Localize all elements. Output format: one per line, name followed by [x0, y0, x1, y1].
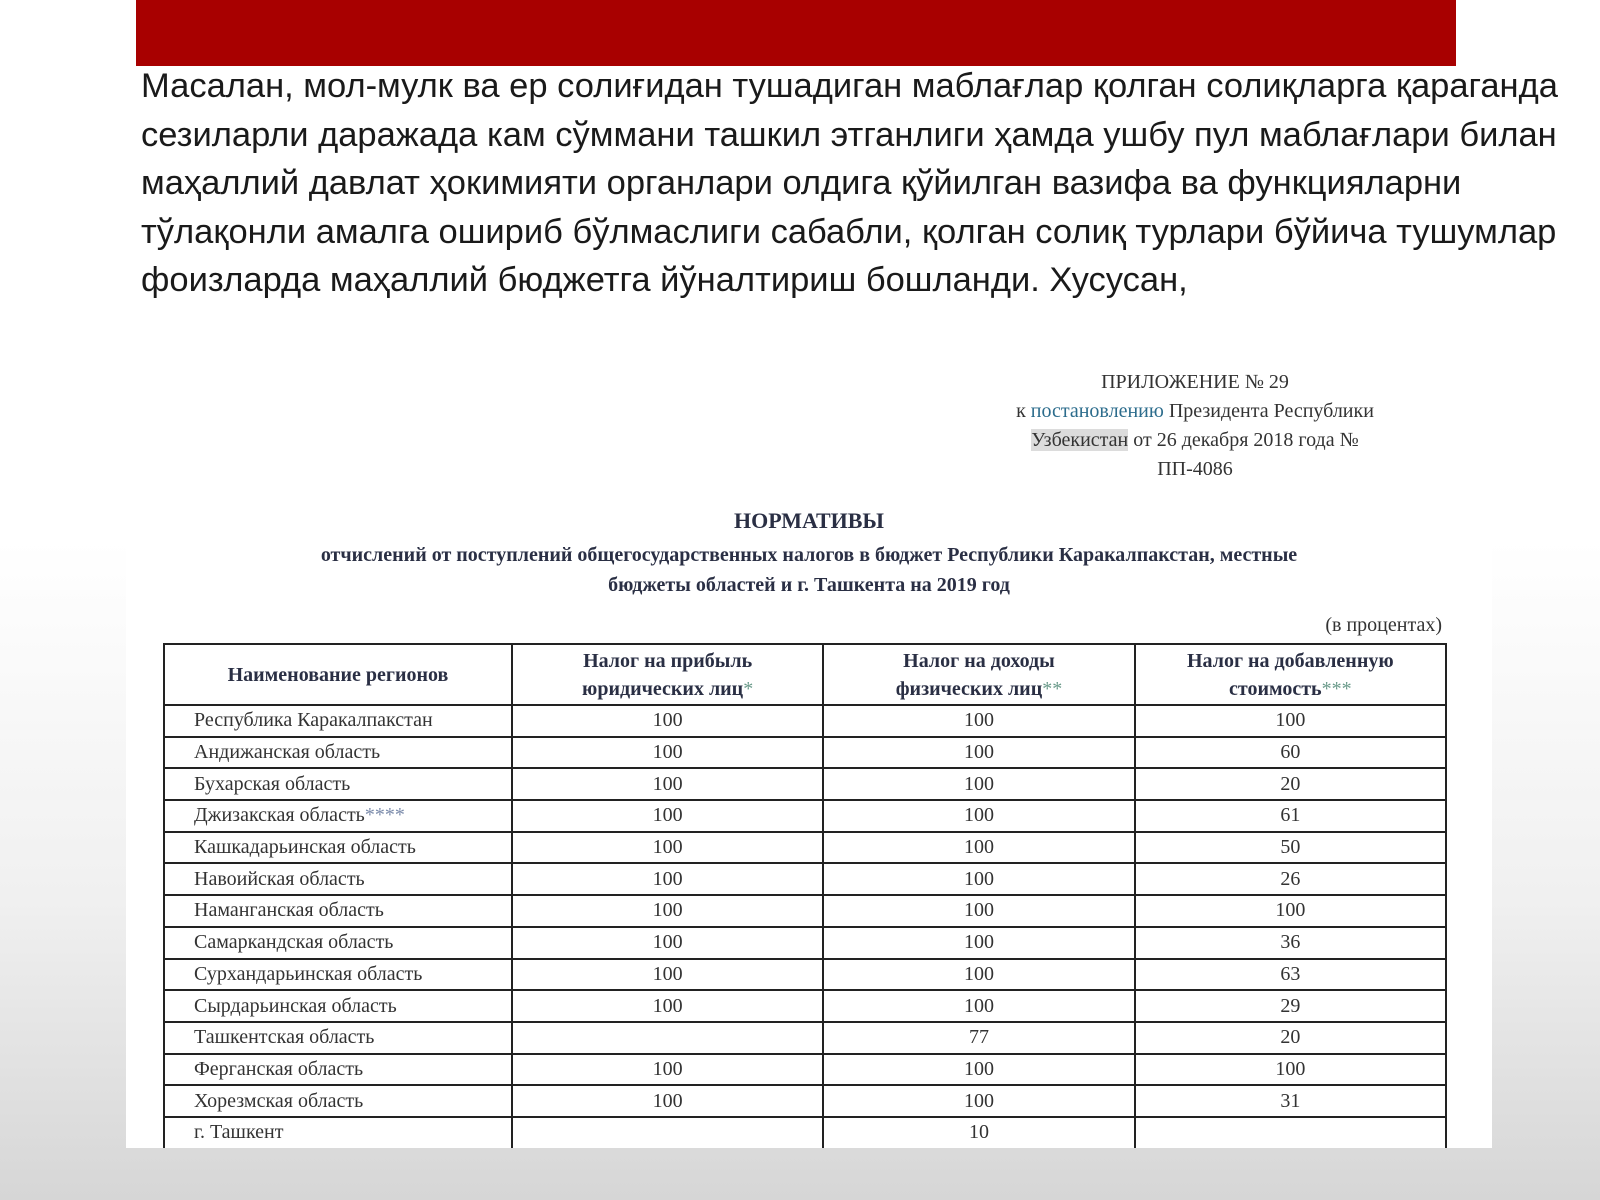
income-tax-cell: 100	[823, 1054, 1134, 1086]
column-header-region: Наименование регионов	[164, 644, 512, 705]
table-row	[164, 768, 1446, 800]
income-tax-cell: 100	[823, 800, 1134, 832]
region-name-cell: Кашкадарьинская область	[164, 832, 512, 864]
income-tax-cell: 77	[823, 1022, 1134, 1054]
vat-cell: 60	[1135, 737, 1446, 769]
intro-paragraph: Масалан, мол-мулк ва ер солиғидан тушадиган маблағлар қолган солиқларга қараганда сезиларли даражада кам сўммани ташкил этганлиги ҳамда ушбу пул маблағлари билан маҳаллий давлат ҳокимияти органлари олдига қўйилган вазифа ва функцияларни тўлақонли амалга ошириб бўлмаслиги сабабли, қолган солиқ турлари бўйича тушумлар фоизларда маҳаллий бюджетга йўналтириш бошланди. Хусусан,	[141, 67, 1558, 300]
region-name-cell: Хорезмская область	[164, 1085, 512, 1117]
footnote-marker: ***	[1321, 677, 1352, 700]
vat-cell: 29	[1135, 990, 1446, 1022]
table-row	[164, 959, 1446, 991]
table-row	[164, 1054, 1446, 1086]
appendix-number: ПРИЛОЖЕНИЕ № 29	[1101, 371, 1289, 393]
vat-cell: 100	[1135, 705, 1446, 737]
vat-cell: 100	[1135, 1054, 1446, 1086]
document-subtitle: отчислений от поступлений общегосударственных налогов в бюджет Республики Каракалпакстан, местные бюджеты областей и г. Ташкента на 2019 год	[320, 544, 1298, 596]
region-name-cell: Самаркандская область	[164, 927, 512, 959]
profit-tax-cell: 100	[512, 990, 823, 1022]
region-name-cell: Сырдарьинская область	[164, 990, 512, 1022]
vat-cell: 50	[1135, 832, 1446, 864]
vat-cell: 20	[1135, 1022, 1446, 1054]
profit-tax-cell: 100	[512, 832, 823, 864]
income-tax-cell: 100	[823, 863, 1134, 895]
column-header-profit-tax: Налог на прибыль юридических лиц*	[512, 644, 823, 705]
table-row	[164, 895, 1446, 927]
income-tax-cell: 100	[823, 737, 1134, 769]
profit-tax-cell: 100	[512, 895, 823, 927]
income-tax-cell: 100	[823, 895, 1134, 927]
table-row	[164, 800, 1446, 832]
vat-cell: 31	[1135, 1085, 1446, 1117]
profit-tax-cell: 100	[512, 863, 823, 895]
income-tax-cell: 100	[823, 1085, 1134, 1117]
profit-tax-cell: 100	[512, 959, 823, 991]
profit-tax-cell: 100	[512, 1085, 823, 1117]
footnote-marker: **	[1042, 677, 1063, 700]
profit-tax-cell: 100	[512, 800, 823, 832]
income-tax-cell: 100	[823, 705, 1134, 737]
region-name-cell: Ферганская область	[164, 1054, 512, 1086]
profit-tax-cell: 100	[512, 768, 823, 800]
income-tax-cell: 100	[823, 927, 1134, 959]
appendix-line3: Узбекистан от 26 декабря 2018 года №	[1031, 429, 1359, 451]
region-name-cell: Сурхандарьинская область	[164, 959, 512, 991]
vat-cell: 20	[1135, 768, 1446, 800]
appendix-line2: к постановлению Президента Республики	[1016, 400, 1374, 422]
vat-cell: 36	[1135, 927, 1446, 959]
region-name-cell: Республика Каракалпакстан	[164, 705, 512, 737]
column-header-income-tax: Налог на доходы физических лиц**	[823, 644, 1134, 705]
units-note: (в процентах)	[1325, 614, 1442, 636]
table-header-row	[164, 644, 1446, 705]
region-name-cell: Наманганская область	[164, 895, 512, 927]
table-row	[164, 737, 1446, 769]
region-name-cell: Андижанская область	[164, 737, 512, 769]
region-name-cell: г. Ташкент	[164, 1117, 512, 1148]
profit-tax-cell: 100	[512, 705, 823, 737]
appendix-header	[960, 368, 1430, 484]
vat-cell: 26	[1135, 863, 1446, 895]
vat-cell: 61	[1135, 800, 1446, 832]
table-row	[164, 990, 1446, 1022]
profit-tax-cell	[512, 1117, 823, 1148]
vat-cell	[1135, 1117, 1446, 1148]
decree-link: постановлению	[1030, 400, 1164, 422]
highlighted-word: Узбекистан	[1031, 429, 1129, 451]
region-name-cell: Навоийская область	[164, 863, 512, 895]
footnote-marker: ****	[364, 804, 405, 827]
table-row	[164, 1022, 1446, 1054]
norms-table	[163, 643, 1447, 1148]
income-tax-cell: 100	[823, 990, 1134, 1022]
vat-cell: 63	[1135, 959, 1446, 991]
table-row	[164, 927, 1446, 959]
income-tax-cell: 100	[823, 768, 1134, 800]
top-banner-bar	[136, 0, 1456, 66]
document-title: НОРМАТИВЫ	[733, 508, 885, 533]
income-tax-cell: 100	[823, 959, 1134, 991]
vat-cell: 100	[1135, 895, 1446, 927]
income-tax-cell: 100	[823, 832, 1134, 864]
income-tax-cell: 10	[823, 1117, 1134, 1148]
region-name-cell: Джизакская область****	[164, 800, 512, 832]
region-name-cell: Бухарская область	[164, 768, 512, 800]
profit-tax-cell: 100	[512, 737, 823, 769]
table-row	[164, 832, 1446, 864]
table-row	[164, 1117, 1446, 1148]
table-row	[164, 705, 1446, 737]
column-header-vat: Налог на добавленную стоимость***	[1135, 644, 1446, 705]
profit-tax-cell: 100	[512, 927, 823, 959]
region-name-cell: Ташкентская область	[164, 1022, 512, 1054]
table-row	[164, 863, 1446, 895]
footnote-marker: *	[743, 677, 754, 700]
decree-number: ПП-4086	[1157, 458, 1233, 480]
document-scan	[126, 356, 1492, 1148]
table-row	[164, 1085, 1446, 1117]
profit-tax-cell: 100	[512, 1054, 823, 1086]
profit-tax-cell	[512, 1022, 823, 1054]
